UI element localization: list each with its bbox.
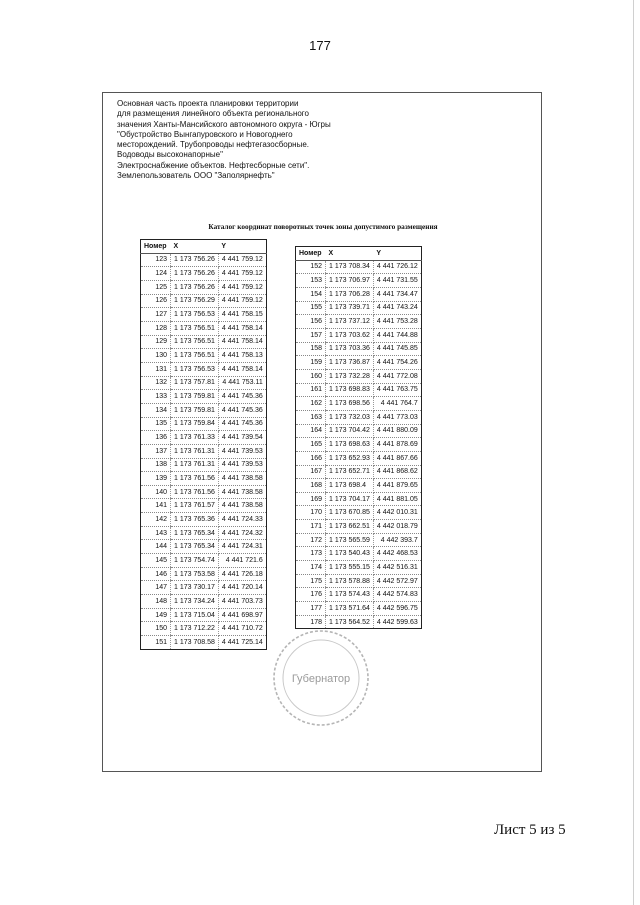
y-coordinate-cell: 4 441 726.18 (218, 567, 266, 581)
x-coordinate-cell: 1 173 703.62 (326, 328, 374, 342)
y-coordinate-cell: 4 441 739.53 (218, 458, 266, 472)
table-row (141, 608, 267, 622)
column-header-x: X (326, 247, 374, 261)
table-header-row (296, 247, 422, 261)
table-row (296, 479, 422, 493)
table-row (141, 267, 267, 281)
header-line: "Обустройство Вынгапуровского и Новогоднего (117, 129, 293, 139)
point-number-cell: 165 (296, 438, 326, 452)
point-number-cell: 166 (296, 451, 326, 465)
column-header-number: Номер (296, 247, 326, 261)
x-coordinate-cell: 1 173 761.33 (171, 431, 219, 445)
coordinates-table-right (295, 246, 422, 629)
point-number-cell: 135 (141, 417, 171, 431)
table-row (141, 335, 267, 349)
header-line: месторождений. Трубопроводы нефтегазосборные. (117, 140, 310, 150)
y-coordinate-cell: 4 441 773.03 (373, 410, 421, 424)
x-coordinate-cell: 1 173 732.28 (326, 369, 374, 383)
x-coordinate-cell: 1 173 712.22 (171, 622, 219, 636)
x-coordinate-cell: 1 173 732.03 (326, 410, 374, 424)
table-row (296, 369, 422, 383)
y-coordinate-cell: 4 442 393.7 (373, 533, 421, 547)
x-coordinate-cell: 1 173 754.74 (171, 554, 219, 568)
point-number-cell: 129 (141, 335, 171, 349)
y-coordinate-cell: 4 441 759.12 (218, 253, 266, 267)
y-coordinate-cell: 4 441 734.47 (373, 287, 421, 301)
y-coordinate-cell: 4 441 759.12 (218, 267, 266, 281)
page-edge-line (633, 0, 634, 905)
x-coordinate-cell: 1 173 704.42 (326, 424, 374, 438)
point-number-cell: 145 (141, 554, 171, 568)
point-number-cell: 157 (296, 328, 326, 342)
table-header-row (141, 240, 267, 254)
column-header-number: Номер (141, 240, 171, 254)
y-coordinate-cell: 4 441 738.58 (218, 499, 266, 513)
x-coordinate-cell: 1 173 756.29 (171, 294, 219, 308)
point-number-cell: 147 (141, 581, 171, 595)
y-coordinate-cell: 4 442 574.83 (373, 588, 421, 602)
y-coordinate-cell: 4 441 698.97 (218, 608, 266, 622)
point-number-cell: 169 (296, 492, 326, 506)
point-number-cell: 160 (296, 369, 326, 383)
stamp-seal-icon (271, 628, 371, 728)
point-number-cell: 162 (296, 397, 326, 411)
point-number-cell: 161 (296, 383, 326, 397)
point-number-cell: 144 (141, 540, 171, 554)
point-number-cell: 146 (141, 567, 171, 581)
table-row (141, 431, 267, 445)
table-row (296, 397, 422, 411)
x-coordinate-cell: 1 173 715.04 (171, 608, 219, 622)
table-row (141, 595, 267, 609)
x-coordinate-cell: 1 173 574.43 (326, 588, 374, 602)
table-row (296, 520, 422, 534)
table-row (141, 581, 267, 595)
table-row (141, 362, 267, 376)
y-coordinate-cell: 4 442 572.97 (373, 574, 421, 588)
x-coordinate-cell: 1 173 555.15 (326, 561, 374, 575)
document-frame (102, 92, 542, 772)
x-coordinate-cell: 1 173 708.34 (326, 260, 374, 274)
y-coordinate-cell: 4 441 759.12 (218, 280, 266, 294)
y-coordinate-cell: 4 441 880.09 (373, 424, 421, 438)
point-number-cell: 124 (141, 267, 171, 281)
table-row (141, 485, 267, 499)
point-number-cell: 126 (141, 294, 171, 308)
table-row (296, 588, 422, 602)
point-number-cell: 167 (296, 465, 326, 479)
x-coordinate-cell: 1 173 765.34 (171, 540, 219, 554)
table-row (296, 260, 422, 274)
x-coordinate-cell: 1 173 756.26 (171, 267, 219, 281)
x-coordinate-cell: 1 173 670.85 (326, 506, 374, 520)
y-coordinate-cell: 4 441 758.14 (218, 362, 266, 376)
y-coordinate-cell: 4 441 743.24 (373, 301, 421, 315)
point-number-cell: 128 (141, 321, 171, 335)
x-coordinate-cell: 1 173 765.36 (171, 513, 219, 527)
table-row (296, 574, 422, 588)
x-coordinate-cell: 1 173 761.31 (171, 458, 219, 472)
governor-stamp (271, 628, 371, 733)
y-coordinate-cell: 4 441 753.28 (373, 315, 421, 329)
sheet-label: Лист 5 из 5 (494, 822, 566, 838)
y-coordinate-cell: 4 441 754.26 (373, 356, 421, 370)
y-coordinate-cell: 4 441 744.88 (373, 328, 421, 342)
x-coordinate-cell: 1 173 662.51 (326, 520, 374, 534)
column-header-x: X (171, 240, 219, 254)
table-row (141, 349, 267, 363)
y-coordinate-cell: 4 441 763.75 (373, 383, 421, 397)
table-row (141, 472, 267, 486)
point-number-cell: 153 (296, 274, 326, 288)
x-coordinate-cell: 1 173 706.97 (326, 274, 374, 288)
y-coordinate-cell: 4 441 724.32 (218, 526, 266, 540)
x-coordinate-cell: 1 173 652.71 (326, 465, 374, 479)
y-coordinate-cell: 4 442 599.63 (373, 615, 421, 629)
point-number-cell: 154 (296, 287, 326, 301)
y-coordinate-cell: 4 441 726.12 (373, 260, 421, 274)
y-coordinate-cell: 4 441 745.85 (373, 342, 421, 356)
x-coordinate-cell: 1 173 759.81 (171, 403, 219, 417)
x-coordinate-cell: 1 173 565.59 (326, 533, 374, 547)
point-number-cell: 175 (296, 574, 326, 588)
y-coordinate-cell: 4 441 738.58 (218, 485, 266, 499)
y-coordinate-cell: 4 441 867.66 (373, 451, 421, 465)
x-coordinate-cell: 1 173 704.17 (326, 492, 374, 506)
table-row (141, 526, 267, 540)
x-coordinate-cell: 1 173 756.26 (171, 280, 219, 294)
x-coordinate-cell: 1 173 540.43 (326, 547, 374, 561)
table-row (296, 615, 422, 629)
coordinates-table-left (140, 239, 267, 650)
y-coordinate-cell: 4 441 753.11 (218, 376, 266, 390)
x-coordinate-cell: 1 173 756.51 (171, 321, 219, 335)
point-number-cell: 152 (296, 260, 326, 274)
point-number-cell: 163 (296, 410, 326, 424)
table-row (296, 383, 422, 397)
y-coordinate-cell: 4 441 758.14 (218, 321, 266, 335)
x-coordinate-cell: 1 173 756.51 (171, 335, 219, 349)
y-coordinate-cell: 4 441 772.08 (373, 369, 421, 383)
x-coordinate-cell: 1 173 759.84 (171, 417, 219, 431)
table-row (141, 308, 267, 322)
header-line: Землепользователь ООО "Заполярнефть" (117, 171, 275, 181)
x-coordinate-cell: 1 173 759.81 (171, 390, 219, 404)
x-coordinate-cell: 1 173 578.88 (326, 574, 374, 588)
x-coordinate-cell: 1 173 698.56 (326, 397, 374, 411)
point-number-cell: 143 (141, 526, 171, 540)
table-row (141, 390, 267, 404)
x-coordinate-cell: 1 173 734.24 (171, 595, 219, 609)
y-coordinate-cell: 4 441 745.36 (218, 403, 266, 417)
x-coordinate-cell: 1 173 736.87 (326, 356, 374, 370)
x-coordinate-cell: 1 173 730.17 (171, 581, 219, 595)
table-row (141, 253, 267, 267)
point-number-cell: 170 (296, 506, 326, 520)
table-row (296, 315, 422, 329)
x-coordinate-cell: 1 173 708.58 (171, 636, 219, 650)
y-coordinate-cell: 4 441 721.6 (218, 554, 266, 568)
table-row (296, 547, 422, 561)
y-coordinate-cell: 4 441 745.36 (218, 390, 266, 404)
point-number-cell: 150 (141, 622, 171, 636)
x-coordinate-cell: 1 173 756.53 (171, 308, 219, 322)
point-number-cell: 158 (296, 342, 326, 356)
table-row (296, 424, 422, 438)
stamp-text: Губернатор (291, 673, 351, 685)
point-number-cell: 141 (141, 499, 171, 513)
header-line: Основная часть проекта планировки территории (117, 99, 299, 108)
y-coordinate-cell: 4 441 710.72 (218, 622, 266, 636)
point-number-cell: 148 (141, 595, 171, 609)
y-coordinate-cell: 4 441 758.14 (218, 335, 266, 349)
table-row (141, 403, 267, 417)
table-row (141, 417, 267, 431)
x-coordinate-cell: 1 173 761.57 (171, 499, 219, 513)
catalog-title: Каталог координат поворотных точек зоны допустимого размещения (208, 222, 438, 231)
point-number-cell: 172 (296, 533, 326, 547)
y-coordinate-cell: 4 441 759.12 (218, 294, 266, 308)
y-coordinate-cell: 4 441 758.13 (218, 349, 266, 363)
y-coordinate-cell: 4 441 739.54 (218, 431, 266, 445)
header-line: значения Ханты-Мансийского автономного округа - Югры (117, 119, 331, 129)
y-coordinate-cell: 4 442 468.53 (373, 547, 421, 561)
y-coordinate-cell: 4 442 018.79 (373, 520, 421, 534)
table-row (296, 451, 422, 465)
x-coordinate-cell: 1 173 737.12 (326, 315, 374, 329)
point-number-cell: 178 (296, 615, 326, 629)
point-number-cell: 125 (141, 280, 171, 294)
point-number-cell: 131 (141, 362, 171, 376)
table-row (296, 438, 422, 452)
table-row (296, 287, 422, 301)
y-coordinate-cell: 4 441 720.14 (218, 581, 266, 595)
point-number-cell: 171 (296, 520, 326, 534)
x-coordinate-cell: 1 173 756.53 (171, 362, 219, 376)
x-coordinate-cell: 1 173 698.63 (326, 438, 374, 452)
header-line: Электроснабжение объектов. Нефтесборные сети". (117, 160, 310, 170)
y-coordinate-cell: 4 441 745.36 (218, 417, 266, 431)
table-row (296, 492, 422, 506)
point-number-cell: 136 (141, 431, 171, 445)
y-coordinate-cell: 4 441 739.53 (218, 444, 266, 458)
x-coordinate-cell: 1 173 739.71 (326, 301, 374, 315)
y-coordinate-cell: 4 442 596.75 (373, 602, 421, 616)
x-coordinate-cell: 1 173 706.28 (326, 287, 374, 301)
x-coordinate-cell: 1 173 652.93 (326, 451, 374, 465)
x-coordinate-cell: 1 173 761.56 (171, 472, 219, 486)
y-coordinate-cell: 4 441 878.69 (373, 438, 421, 452)
point-number-cell: 159 (296, 356, 326, 370)
table-row (296, 533, 422, 547)
table-row (141, 294, 267, 308)
point-number-cell: 173 (296, 547, 326, 561)
table-row (296, 274, 422, 288)
x-coordinate-cell: 1 173 753.58 (171, 567, 219, 581)
x-coordinate-cell: 1 173 564.52 (326, 615, 374, 629)
point-number-cell: 138 (141, 458, 171, 472)
x-coordinate-cell: 1 173 761.31 (171, 444, 219, 458)
point-number-cell: 176 (296, 588, 326, 602)
table-row (296, 465, 422, 479)
y-coordinate-cell: 4 441 703.73 (218, 595, 266, 609)
x-coordinate-cell: 1 173 756.26 (171, 253, 219, 267)
page-number: 177 (309, 38, 331, 53)
y-coordinate-cell: 4 441 881.05 (373, 492, 421, 506)
point-number-cell: 151 (141, 636, 171, 650)
point-number-cell: 132 (141, 376, 171, 390)
project-description (117, 99, 377, 181)
y-coordinate-cell: 4 441 868.62 (373, 465, 421, 479)
header-line: для размещения линейного объекта регионального (117, 109, 309, 119)
y-coordinate-cell: 4 442 010.31 (373, 506, 421, 520)
table-row (141, 622, 267, 636)
table-row (141, 540, 267, 554)
table-row (141, 458, 267, 472)
point-number-cell: 156 (296, 315, 326, 329)
x-coordinate-cell: 1 173 756.51 (171, 349, 219, 363)
table-row (141, 554, 267, 568)
point-number-cell: 174 (296, 561, 326, 575)
point-number-cell: 149 (141, 608, 171, 622)
point-number-cell: 139 (141, 472, 171, 486)
table-row (141, 321, 267, 335)
table-row (141, 567, 267, 581)
point-number-cell: 142 (141, 513, 171, 527)
table-row (296, 342, 422, 356)
point-number-cell: 123 (141, 253, 171, 267)
y-coordinate-cell: 4 441 764.7 (373, 397, 421, 411)
point-number-cell: 127 (141, 308, 171, 322)
x-coordinate-cell: 1 173 571.64 (326, 602, 374, 616)
column-header-y: Y (373, 247, 421, 261)
y-coordinate-cell: 4 442 516.31 (373, 561, 421, 575)
table-row (296, 356, 422, 370)
point-number-cell: 177 (296, 602, 326, 616)
point-number-cell: 164 (296, 424, 326, 438)
x-coordinate-cell: 1 173 761.56 (171, 485, 219, 499)
point-number-cell: 130 (141, 349, 171, 363)
table-row (141, 636, 267, 650)
x-coordinate-cell: 1 173 765.34 (171, 526, 219, 540)
x-coordinate-cell: 1 173 698.4 (326, 479, 374, 493)
table-row (296, 506, 422, 520)
table-row (141, 513, 267, 527)
table-row (296, 602, 422, 616)
y-coordinate-cell: 4 441 725.14 (218, 636, 266, 650)
table-row (141, 376, 267, 390)
x-coordinate-cell: 1 173 698.83 (326, 383, 374, 397)
point-number-cell: 133 (141, 390, 171, 404)
y-coordinate-cell: 4 441 731.55 (373, 274, 421, 288)
y-coordinate-cell: 4 441 724.33 (218, 513, 266, 527)
point-number-cell: 140 (141, 485, 171, 499)
point-number-cell: 134 (141, 403, 171, 417)
x-coordinate-cell: 1 173 757.81 (171, 376, 219, 390)
table-row (296, 328, 422, 342)
column-header-y: Y (218, 240, 266, 254)
y-coordinate-cell: 4 441 724.31 (218, 540, 266, 554)
point-number-cell: 168 (296, 479, 326, 493)
header-line: Водоводы высоконапорные" (117, 150, 223, 160)
x-coordinate-cell: 1 173 703.36 (326, 342, 374, 356)
table-row (141, 280, 267, 294)
y-coordinate-cell: 4 441 758.15 (218, 308, 266, 322)
table-row (296, 561, 422, 575)
point-number-cell: 137 (141, 444, 171, 458)
table-row (141, 499, 267, 513)
point-number-cell: 155 (296, 301, 326, 315)
table-row (141, 444, 267, 458)
table-row (296, 301, 422, 315)
y-coordinate-cell: 4 441 738.58 (218, 472, 266, 486)
y-coordinate-cell: 4 441 879.65 (373, 479, 421, 493)
table-row (296, 410, 422, 424)
